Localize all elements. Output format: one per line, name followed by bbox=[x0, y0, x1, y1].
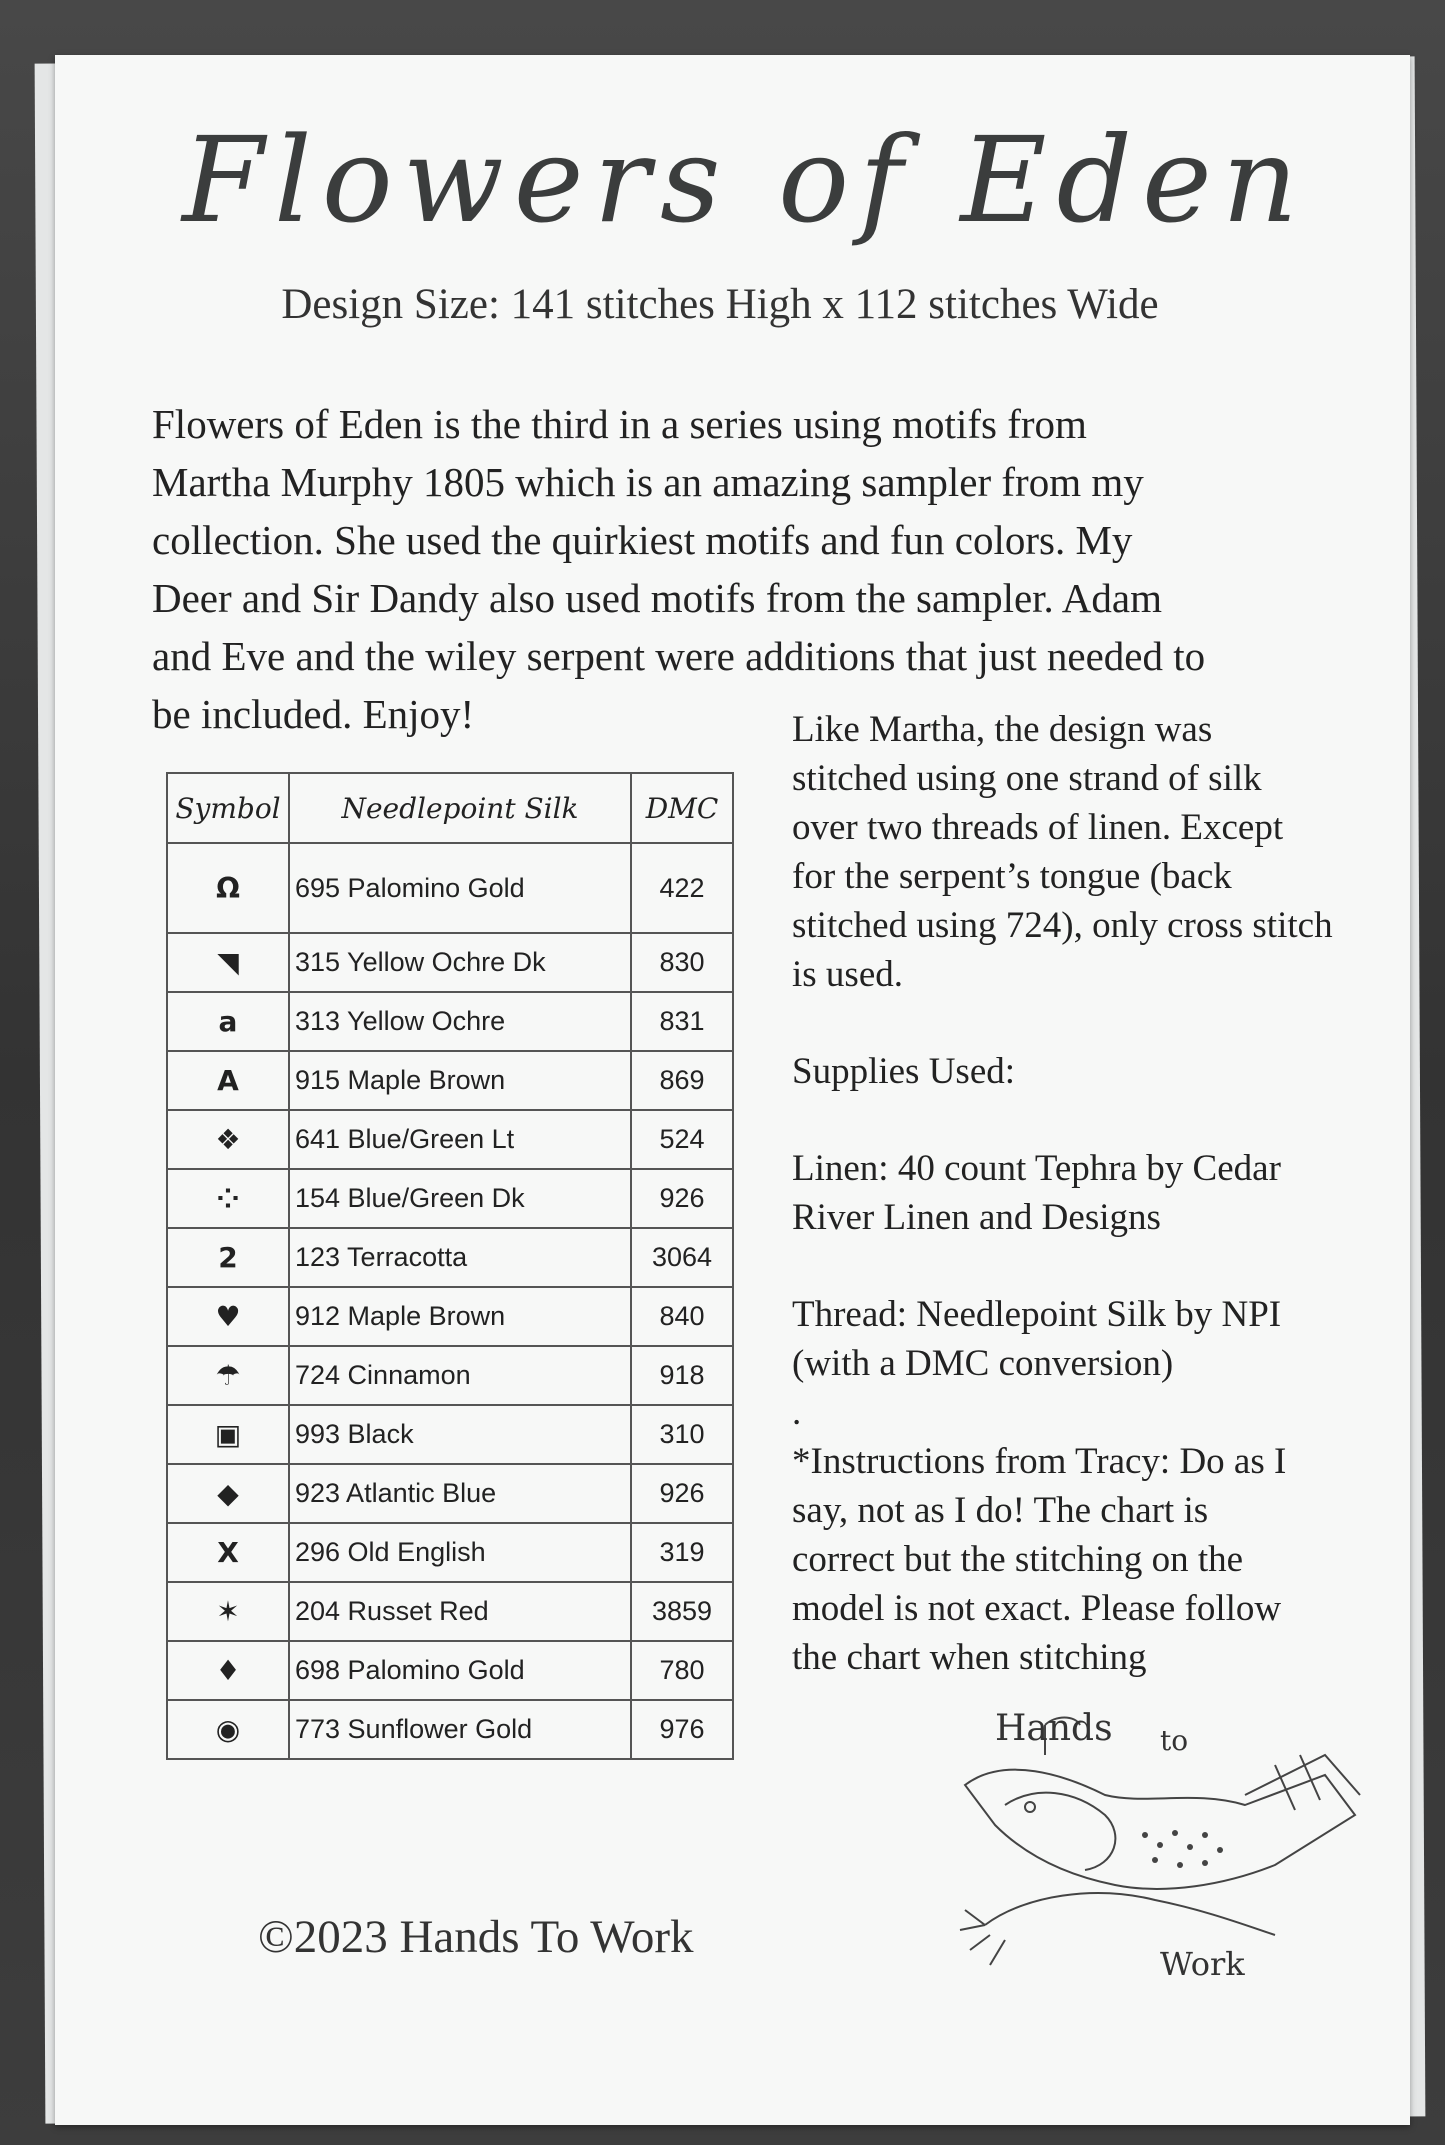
intro-line: and Eve and the wiley serpent were additions that just needed to bbox=[152, 633, 1206, 679]
symbol-column-header: Symbol bbox=[167, 773, 289, 843]
linen-line: River Linen and Designs bbox=[792, 1197, 1161, 1238]
supplies-heading: Supplies Used: bbox=[792, 1051, 1016, 1092]
table-row bbox=[167, 843, 733, 933]
silk-cell: 315 Yellow Ochre Dk bbox=[289, 933, 631, 992]
stitch-note-line: over two threads of linen. Except bbox=[792, 807, 1284, 848]
dmc-column-header: DMC bbox=[631, 773, 733, 843]
silk-cell: 993 Black bbox=[289, 1405, 631, 1464]
table-row bbox=[167, 1228, 733, 1287]
instructions-line: say, not as I do! The chart is bbox=[792, 1490, 1209, 1531]
table-row bbox=[167, 1523, 733, 1582]
symbol-cell: X bbox=[167, 1523, 289, 1582]
symbol-cell: ♥ bbox=[167, 1287, 289, 1346]
instructions-line: *Instructions from Tracy: Do as I bbox=[792, 1441, 1287, 1482]
symbol-cell: a bbox=[167, 992, 289, 1051]
symbol-cell: 2 bbox=[167, 1228, 289, 1287]
table-row bbox=[167, 1582, 733, 1641]
symbol-cell: ❖ bbox=[167, 1110, 289, 1169]
linen-line: Linen: 40 count Tephra by Cedar bbox=[792, 1148, 1281, 1189]
table-row bbox=[167, 1641, 733, 1700]
silk-column-header: Needlepoint Silk bbox=[289, 773, 631, 843]
silk-cell: 698 Palomino Gold bbox=[289, 1641, 631, 1700]
stitch-note-line: is used. bbox=[792, 954, 903, 995]
design-size-text: Design Size: 141 stitches High x 112 stitches Wide bbox=[281, 281, 1159, 328]
instructions-line: correct but the stitching on the bbox=[792, 1539, 1244, 1580]
table-row bbox=[167, 1346, 733, 1405]
silk-cell: 296 Old English bbox=[289, 1523, 631, 1582]
table-row bbox=[167, 1464, 733, 1523]
dmc-cell: 926 bbox=[631, 1464, 733, 1523]
notes-column bbox=[792, 705, 1412, 1682]
dmc-cell: 310 bbox=[631, 1405, 733, 1464]
dmc-cell: 319 bbox=[631, 1523, 733, 1582]
silk-cell: 724 Cinnamon bbox=[289, 1346, 631, 1405]
stitch-note-line: for the serpent’s tongue (back bbox=[792, 856, 1232, 897]
dmc-cell: 976 bbox=[631, 1700, 733, 1759]
table-row bbox=[167, 1700, 733, 1759]
copyright-text: ©2023 Hands To Work bbox=[258, 1911, 694, 1963]
stitch-note-line: stitched using one strand of silk bbox=[792, 758, 1262, 799]
dmc-cell: 926 bbox=[631, 1169, 733, 1228]
dmc-cell: 869 bbox=[631, 1051, 733, 1110]
instructions-line: model is not exact. Please follow bbox=[792, 1588, 1282, 1629]
thread-line: Thread: Needlepoint Silk by NPI bbox=[792, 1294, 1282, 1335]
symbol-cell: ⁘ bbox=[167, 1169, 289, 1228]
table-row bbox=[167, 1169, 733, 1228]
logo-word-work: Work bbox=[1160, 1945, 1245, 1983]
silk-cell: 204 Russet Red bbox=[289, 1582, 631, 1641]
silk-cell: 915 Maple Brown bbox=[289, 1051, 631, 1110]
symbol-cell: ◆ bbox=[167, 1464, 289, 1523]
table-row bbox=[167, 1051, 733, 1110]
thread-rows bbox=[167, 843, 733, 1759]
symbol-cell: ☂ bbox=[167, 1346, 289, 1405]
intro-line: Deer and Sir Dandy also used motifs from the sampler. Adam bbox=[152, 575, 1162, 621]
table-row bbox=[167, 1405, 733, 1464]
dmc-cell: 422 bbox=[631, 843, 733, 933]
dmc-cell: 830 bbox=[631, 933, 733, 992]
silk-cell: 123 Terracotta bbox=[289, 1228, 631, 1287]
thread-line: (with a DMC conversion) bbox=[792, 1343, 1174, 1384]
symbol-cell: ▣ bbox=[167, 1405, 289, 1464]
silk-cell: 313 Yellow Ochre bbox=[289, 992, 631, 1051]
symbol-cell: A bbox=[167, 1051, 289, 1110]
logo-word-hands: Hands bbox=[995, 1708, 1113, 1749]
intro-line: be included. Enjoy! bbox=[152, 691, 475, 737]
stitch-note-line: Like Martha, the design was bbox=[792, 709, 1213, 750]
silk-cell: 923 Atlantic Blue bbox=[289, 1464, 631, 1523]
dmc-cell: 840 bbox=[631, 1287, 733, 1346]
separator-dot: . bbox=[792, 1392, 802, 1433]
silk-cell: 773 Sunflower Gold bbox=[289, 1700, 631, 1759]
silk-cell: 695 Palomino Gold bbox=[289, 843, 631, 933]
dmc-cell: 3064 bbox=[631, 1228, 733, 1287]
table-row bbox=[167, 1110, 733, 1169]
table-row bbox=[167, 933, 733, 992]
symbol-cell: Ω bbox=[167, 843, 289, 933]
instructions-line: the chart when stitching bbox=[792, 1637, 1147, 1678]
silk-cell: 912 Maple Brown bbox=[289, 1287, 631, 1346]
pattern-title: Flowers of Eden bbox=[182, 111, 1308, 249]
intro-line: Flowers of Eden is the third in a series using motifs from bbox=[152, 401, 1087, 447]
stitch-note-line: stitched using 724), only cross stitch bbox=[792, 905, 1333, 946]
intro-line: collection. She used the quirkiest motifs and fun colors. My bbox=[152, 517, 1133, 563]
dmc-cell: 524 bbox=[631, 1110, 733, 1169]
hands-to-work-logo bbox=[945, 1695, 1370, 1995]
silk-cell: 641 Blue/Green Lt bbox=[289, 1110, 631, 1169]
dmc-cell: 831 bbox=[631, 992, 733, 1051]
silk-cell: 154 Blue/Green Dk bbox=[289, 1169, 631, 1228]
symbol-cell: ♦ bbox=[167, 1641, 289, 1700]
dmc-cell: 3859 bbox=[631, 1582, 733, 1641]
symbol-cell: ◉ bbox=[167, 1700, 289, 1759]
thread-key-table bbox=[166, 772, 734, 1760]
table-row bbox=[167, 992, 733, 1051]
symbol-cell: ◥ bbox=[167, 933, 289, 992]
intro-paragraph bbox=[152, 395, 1397, 743]
table-row bbox=[167, 1287, 733, 1346]
symbol-cell: ✶ bbox=[167, 1582, 289, 1641]
dmc-cell: 780 bbox=[631, 1641, 733, 1700]
intro-line: Martha Murphy 1805 which is an amazing sampler from my bbox=[152, 459, 1144, 505]
table-header-row bbox=[167, 773, 733, 843]
logo-word-to: to bbox=[1160, 1724, 1189, 1757]
dmc-cell: 918 bbox=[631, 1346, 733, 1405]
